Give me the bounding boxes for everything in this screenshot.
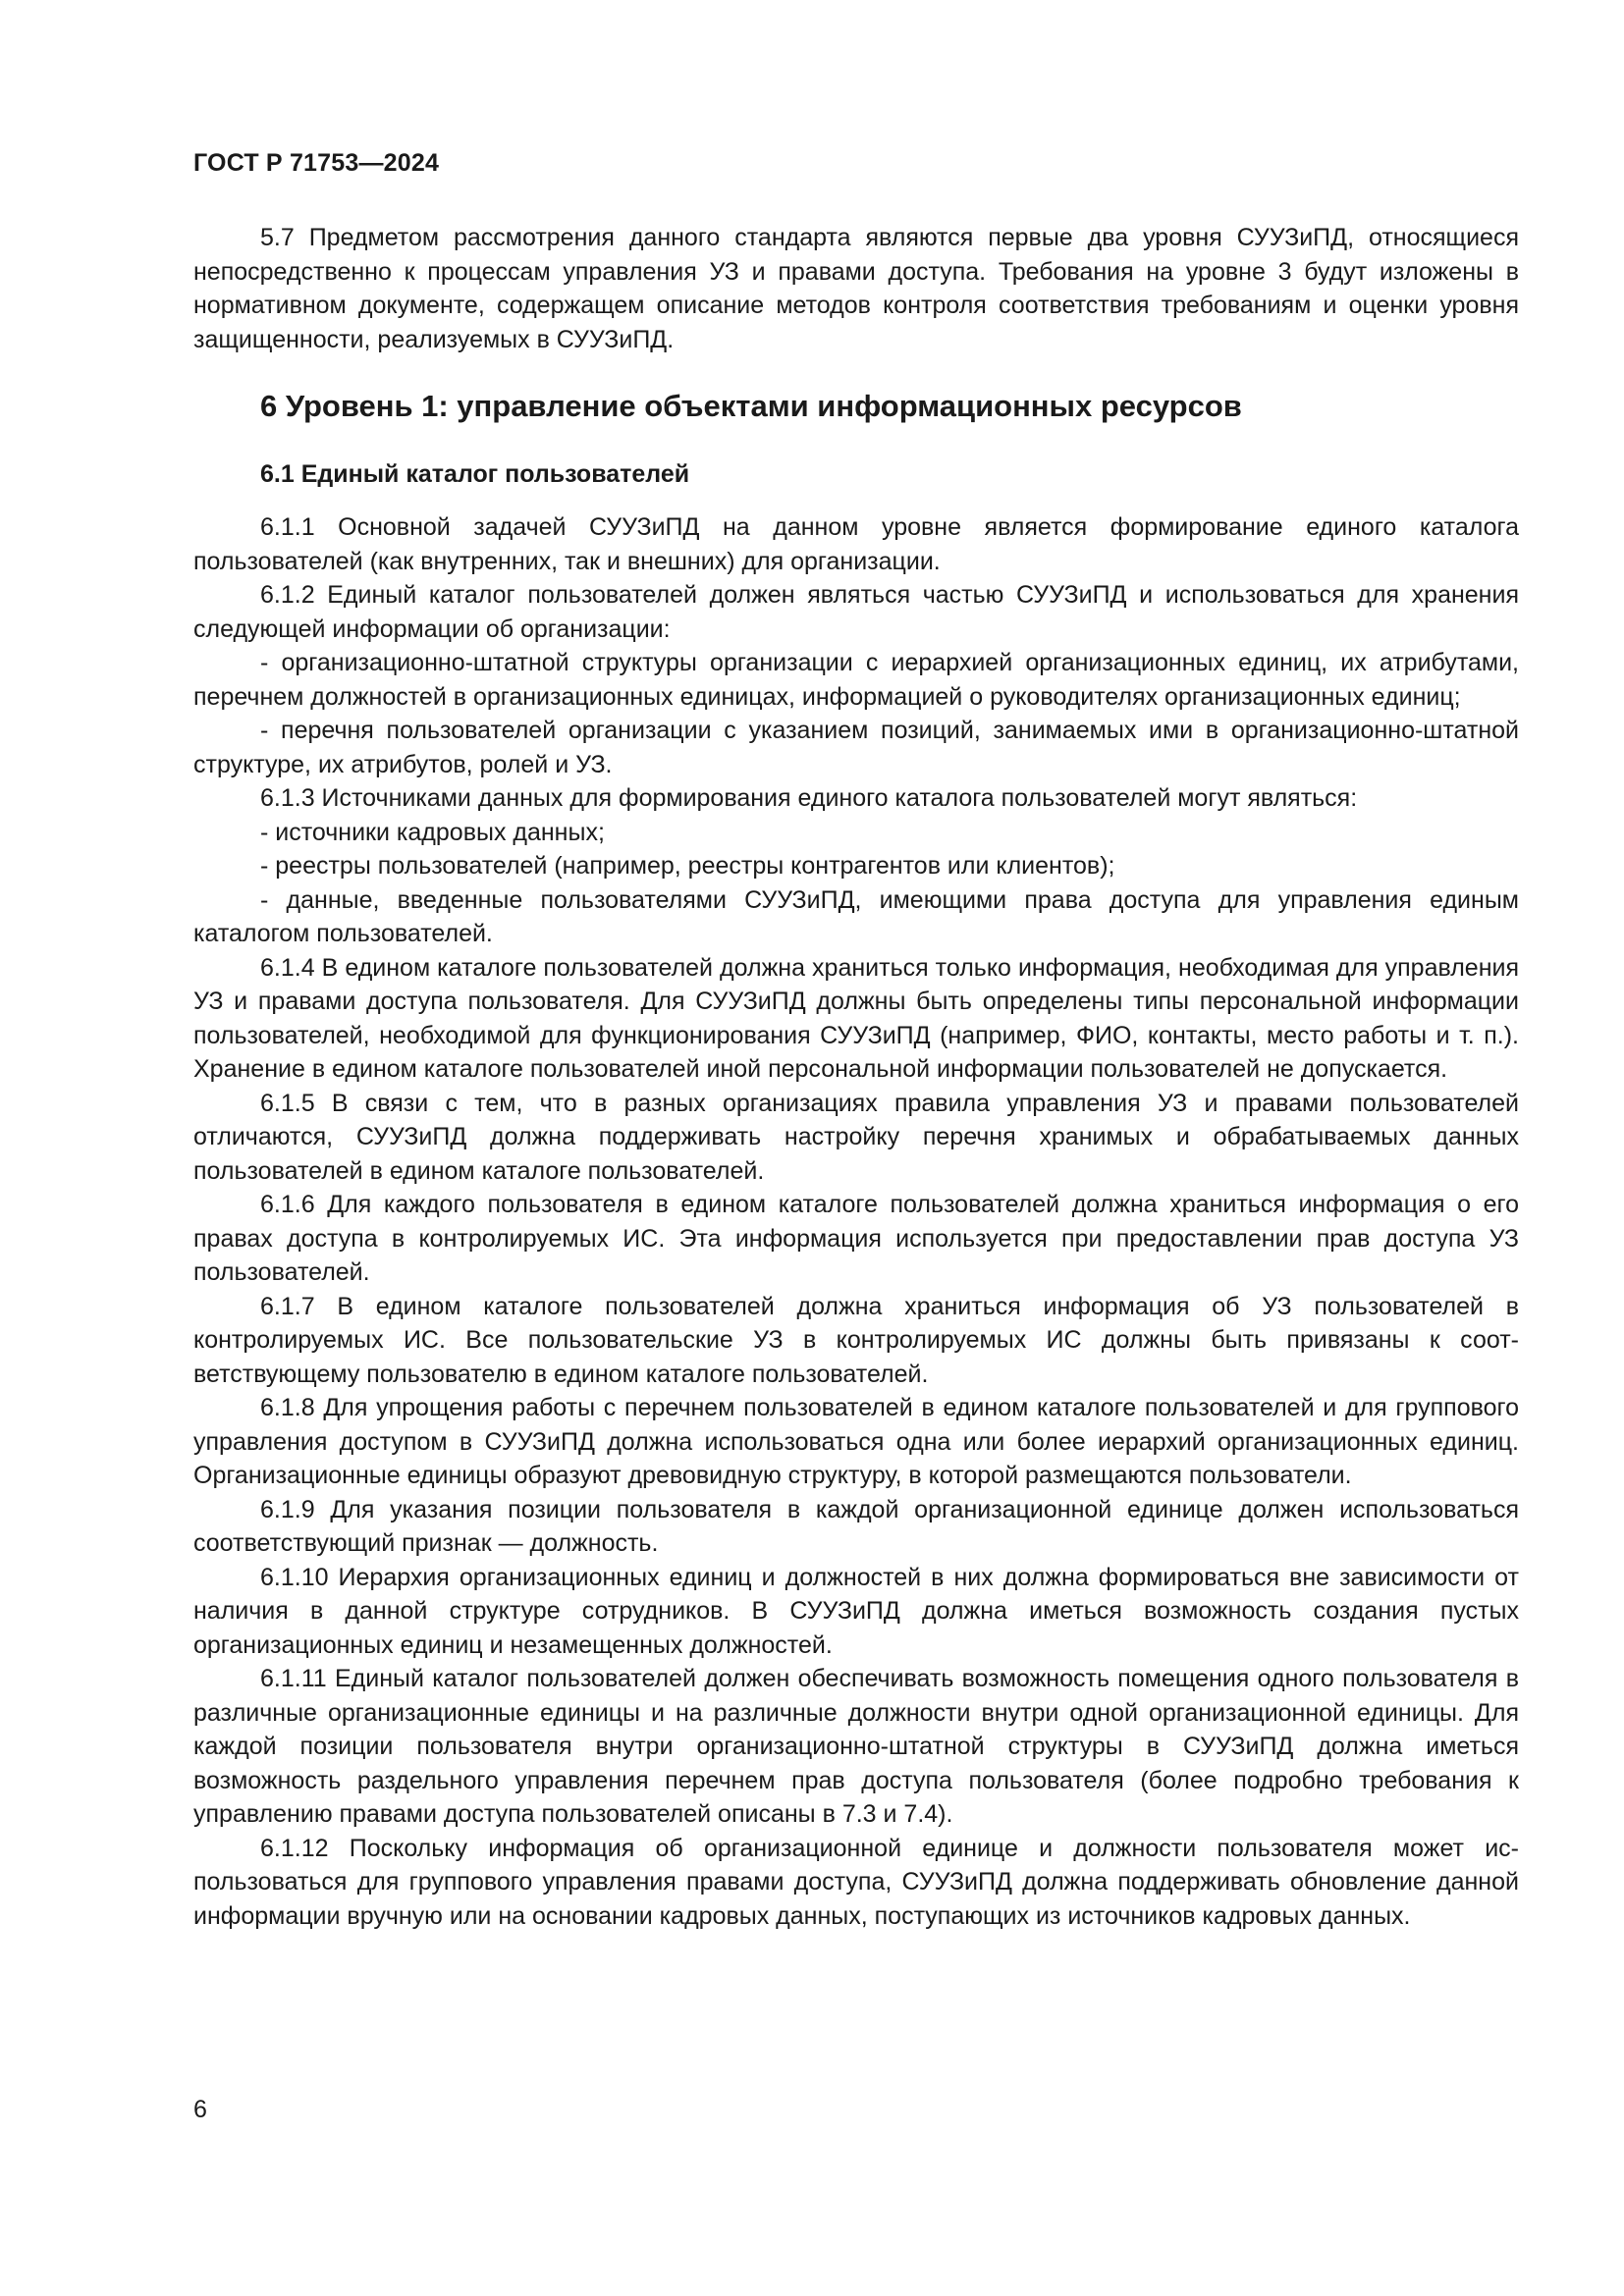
paragraph-6-1-9: 6.1.9 Для указания позиции пользователя в каждой организационной единице должен использоваться соответствующий признак — должность. xyxy=(193,1495,1519,1557)
paragraph-6-1-5: 6.1.5 В связи с тем, что в разных организациях правила управления УЗ и правами пользователей отличаются, СУУЗиПД должна поддерживать настройку перечня хранимых и обрабатываемых данных пользователей в едином каталоге пользователей. xyxy=(193,1089,1519,1185)
paragraph-6-1-8: 6.1.8 Для упрощения работы с перечнем пользователей в едином каталоге пользователей и для группового управления доступом в СУУЗиПД должна использоваться одна или более иерархий организационных единиц. Организационные единицы образуют древовидную структуру, в которой размещаются пользователи. xyxy=(193,1394,1519,1489)
page-number: 6 xyxy=(193,2096,207,2123)
list-item: - данные, введенные пользователями СУУЗиПД, имеющими права доступа для управления единым каталогом пользователей. xyxy=(193,885,1519,947)
paragraph-5-7: 5.7 Предметом рассмотрения данного стандарта являются первые два уровня СУУЗиПД, относящиеся непосредственно к процессам управления УЗ и правами доступа. Требования на уровне 3 будут изложены в нормативном документе, содержащем описание методов контроля соответствия требованиям и оценки уровня защищенности, реализуемых в СУУЗиПД. xyxy=(193,224,1519,353)
list-item: - организационно-штатной структуры организации с иерархией организационных единиц, их атрибутами, перечнем должностей в организационных единицах, информацией о руководителях организационных единиц; xyxy=(193,649,1519,711)
paragraph-6-1-1: 6.1.1 Основной задачей СУУЗиПД на данном уровне является формирование единого каталога пользователей (как внутренних, так и внешних) для организации. xyxy=(193,513,1519,575)
paragraph-6-1-11: 6.1.11 Единый каталог пользователей должен обеспечивать возможность помещения одного пользователя в различные организационные единицы и на различные должности внутри одной организационной единицы. Для каждой позиции пользователя внутри организационно-штатной структуры в СУУЗиПД должна иметься возможность раздельного управления перечнем прав доступа пользователя (более подробно требования к управлению правами доступа пользователей описаны в 7.3 и 7.4). xyxy=(193,1665,1519,1828)
paragraph-6-1-7: 6.1.7 В едином каталоге пользователей должна храниться информация об УЗ пользователей в контролируемых ИС. Все пользовательские УЗ в контролируемых ИС должны быть привязаны к соответствующему пользователю в едином каталоге пользователей. xyxy=(193,1292,1519,1388)
paragraph-6-1-4: 6.1.4 В едином каталоге пользователей должна храниться только информация, необходимая для управления УЗ и правами доступа пользователя. Для СУУЗиПД должны быть определены типы персональной информации пользователей, необходимой для функционирования СУУЗиПД (например, ФИО, контакты, место работы и т. п.). Хранение в едином каталоге пользователей иной персональной информации пользователей не допускается. xyxy=(193,953,1519,1083)
paragraph-6-1-6: 6.1.6 Для каждого пользователя в едином каталоге пользователей должна храниться информация о его правах доступа в контролируемых ИС. Эта информация используется при предоставлении прав доступа УЗ пользователей. xyxy=(193,1191,1519,1286)
list-item: - источники кадровых данных; xyxy=(260,818,605,846)
document-body xyxy=(193,221,1519,1933)
list-item: - перечня пользователей организации с указанием позиций, занимаемых ими в организационно-штатной структуре, их атрибутов, ролей и УЗ. xyxy=(193,717,1519,778)
paragraph-6-1-10: 6.1.10 Иерархия организационных единиц и должностей в них должна формироваться вне зависимости от наличия в данной структуре сотрудников. В СУУЗиПД должна иметься возможность создания пустых организационных единиц и незамещенных должностей. xyxy=(193,1563,1519,1659)
paragraph-6-1-12: 6.1.12 Поскольку информация об организационной единице и должности пользователя может использоваться для группового управления правами доступа, СУУЗиПД должна поддерживать обновление данной информации вручную или на основании кадровых данных, поступающих из источников кадровых данных. xyxy=(193,1834,1519,1930)
paragraph-6-1-2: 6.1.2 Единый каталог пользователей должен являться частью СУУЗиПД и использоваться для хранения следующей информации об организации: xyxy=(193,581,1519,643)
paragraph-6-1-3: 6.1.3 Источниками данных для формирования единого каталога пользователей могут являться: xyxy=(260,784,1358,812)
subsection-6-1-title: 6.1 Единый каталог пользователей xyxy=(260,460,690,488)
list-item: - реестры пользователей (например, реестры контрагентов или клиентов); xyxy=(260,852,1115,880)
section-6-title: 6 Уровень 1: управление объектами информационных ресурсов xyxy=(260,389,1242,423)
document-header: ГОСТ Р 71753—2024 xyxy=(193,149,440,177)
